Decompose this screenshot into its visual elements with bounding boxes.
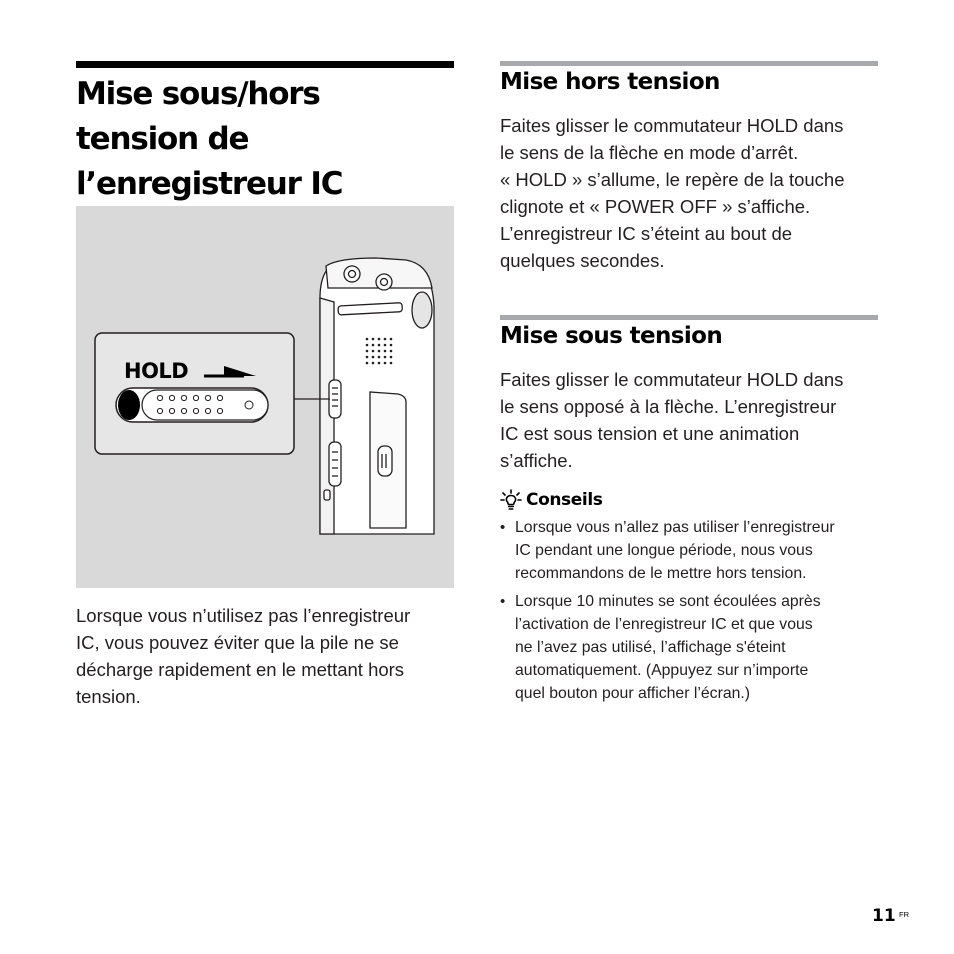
section-off-title: Mise hors tension (500, 69, 720, 95)
tip-2-line-2: l’activation de l’enregistreur IC et que vous (515, 616, 813, 633)
page-title-line-1: Mise sous/hors (76, 76, 320, 112)
svg-text:HOLD: HOLD (124, 359, 189, 383)
section-off-line-4: clignote et « POWER OFF » s’affiche. (500, 196, 811, 217)
section-on-title: Mise sous tension (500, 323, 723, 349)
section-off-line-1: Faites glisser le commutateur HOLD dans (500, 115, 844, 136)
recorder-device (320, 258, 434, 534)
bullet: • (500, 593, 506, 610)
section-off-paragraph (500, 112, 880, 274)
tip-item (500, 516, 880, 585)
section-off-line-2: le sens de la flèche en mode d’arrêt. (500, 142, 799, 163)
section-on-line-2: le sens opposé à la flèche. L’enregistreur (500, 396, 837, 417)
tip-2-line-3: ne l’avez pas utilisé, l’affichage s'éteint (515, 639, 786, 656)
intro-line-4: tension. (76, 686, 141, 707)
hold-switch-callout (95, 333, 294, 454)
intro-line-2: IC, vous pouvez éviter que la pile ne se (76, 632, 399, 653)
section-on-paragraph (500, 366, 880, 474)
page-number: 11 (872, 906, 896, 926)
lightbulb-icon (500, 489, 522, 511)
tips-heading (500, 487, 602, 513)
ic-recorder-illustration (76, 206, 454, 588)
tips-label: Conseils (526, 490, 603, 510)
tip-1-line-3: recommandons de le mettre hors tension. (515, 565, 807, 582)
tip-item (500, 590, 880, 705)
page-title (76, 72, 454, 207)
section-on-line-3: IC est sous tension et une animation (500, 423, 800, 444)
tip-2-line-1: Lorsque 10 minutes se sont écoulées après (515, 593, 821, 610)
title-rule (76, 61, 454, 68)
section-off-line-3: « HOLD » s’allume, le repère de la touche (500, 169, 845, 190)
intro-paragraph (76, 602, 456, 710)
section-on-line-1: Faites glisser le commutateur HOLD dans (500, 369, 844, 390)
page-title-line-2: tension de (76, 121, 249, 157)
page-language-code: FR (899, 910, 909, 919)
bullet: • (500, 519, 506, 536)
intro-line-1: Lorsque vous n’utilisez pas l’enregistreur (76, 605, 411, 626)
tips-list (500, 516, 880, 710)
tip-2-line-5: quel bouton pour afficher l’écran.) (515, 685, 751, 702)
section-off-line-5: L’enregistreur IC s’éteint au bout de (500, 223, 793, 244)
page-title-line-3: l’enregistreur IC (76, 166, 343, 202)
intro-line-3: décharge rapidement en le mettant hors (76, 659, 405, 680)
tip-1-line-2: IC pendant une longue période, nous vous (515, 542, 813, 559)
tip-1-line-1: Lorsque vous n’allez pas utiliser l’enregistreur (515, 519, 835, 536)
section-on-line-4: s’affiche. (500, 450, 573, 471)
tip-2-line-4: automatiquement. (Appuyez sur n’importe (515, 662, 809, 679)
section-off-line-6: quelques secondes. (500, 250, 665, 271)
